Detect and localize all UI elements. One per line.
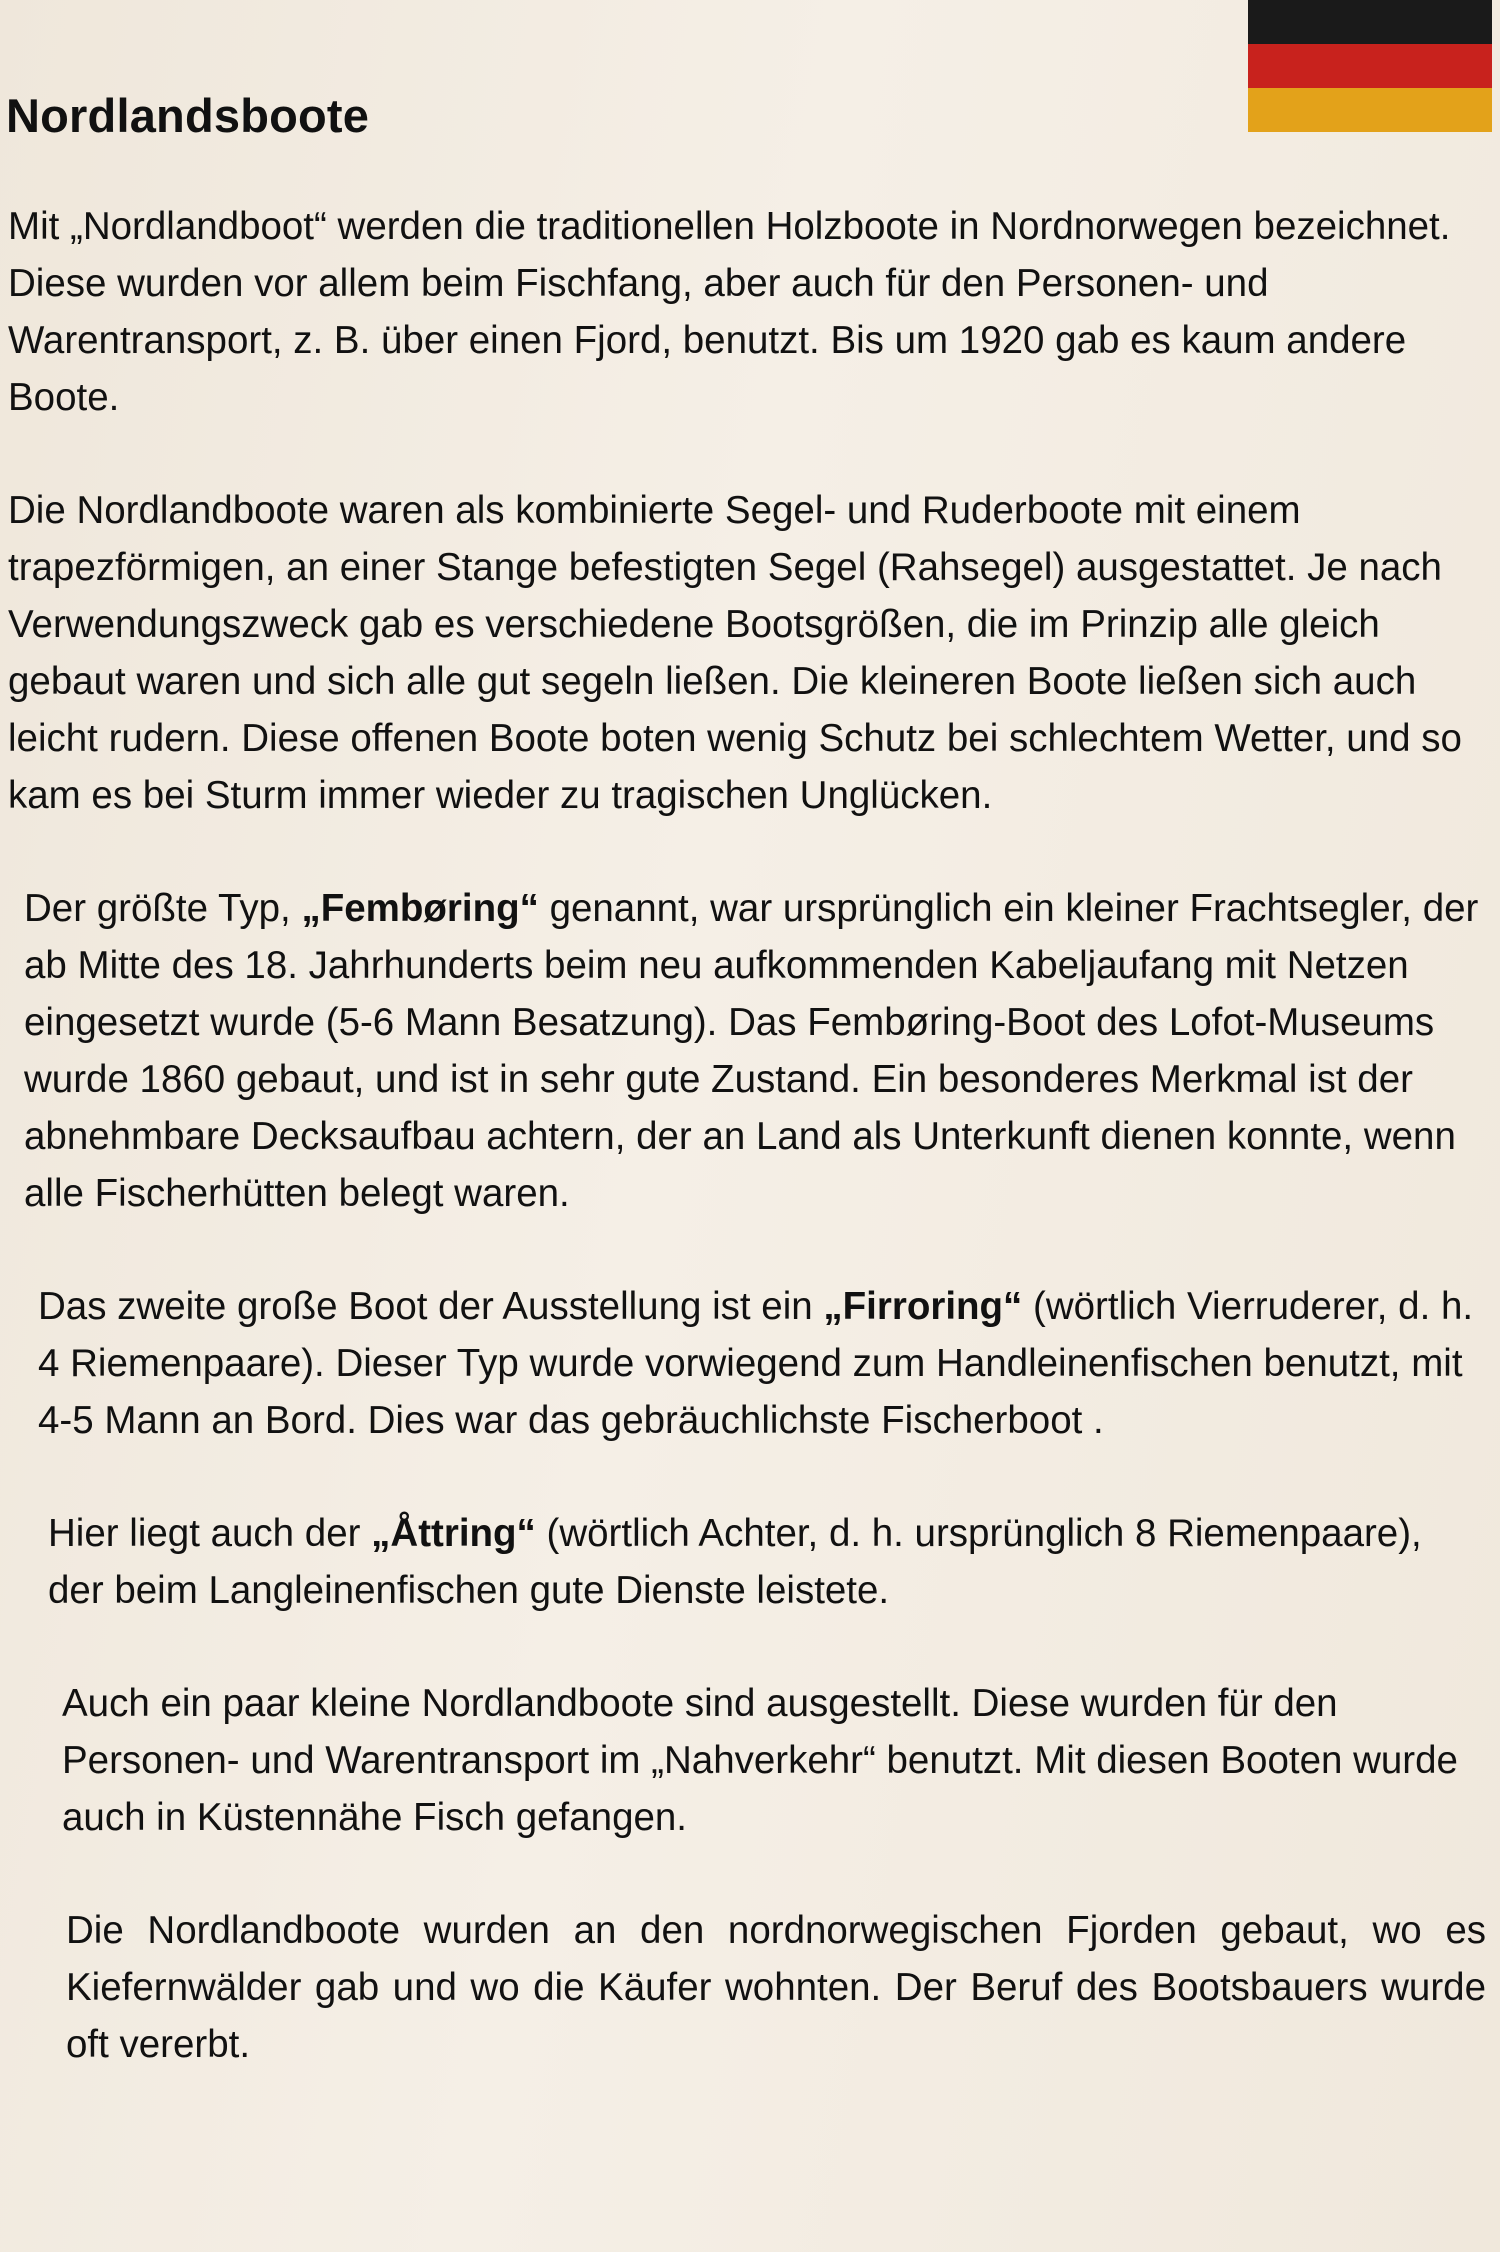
paragraph-text: (wörtlich Vierruderer, d. h. 4 Riemenpaare). Dieser Typ wurde vorwiegend zum Handleinenfischen benutzt, mit 4-5 Mann an Bord. Dies war das gebräuchlichste Fischerboot . xyxy=(38,1285,1474,1442)
paragraph-small-boats xyxy=(8,1675,1486,1846)
german-flag-icon xyxy=(1248,0,1492,132)
paragraph-construction xyxy=(8,482,1486,824)
paragraph-text: (wörtlich Achter, d. h. ursprünglich 8 Riemenpaare), der beim Langleinenfischen gute Dienste leistete. xyxy=(48,1512,1422,1612)
flag-stripe-black xyxy=(1248,0,1492,44)
boat-type-name: „Fembøring“ xyxy=(301,887,539,930)
paragraph-fembaring xyxy=(8,880,1486,1222)
paragraph-text: Hier liegt auch der xyxy=(48,1512,372,1555)
body-text xyxy=(8,198,1486,2073)
flag-stripe-red xyxy=(1248,44,1492,88)
paragraph-text: Die Nordlandboote wurden an den nordnorwegischen Fjorden gebaut, wo es Kiefernwälder gab und wo die Käufer wohnten. Der Beruf des Bootsbauers wurde oft vererbt. xyxy=(66,1909,1486,2066)
paragraph-firroring xyxy=(8,1278,1486,1449)
paragraph-attring xyxy=(8,1505,1486,1619)
boat-type-name: „Åttring“ xyxy=(371,1512,536,1555)
paragraph-intro xyxy=(8,198,1486,426)
paragraph-text: Der größte Typ, xyxy=(24,887,302,930)
paragraph-text: genannt, war ursprünglich ein kleiner Frachtsegler, der ab Mitte des 18. Jahrhunderts beim neu aufkommenden Kabeljaufang mit Netzen eingesetzt wurde (5-6 Mann Besatzung). Das Fembøring-Boot des Lofot-Museums wurde 1860 gebaut, und ist in sehr gute Zustand. Ein besonderes Merkmal ist der abnehmbare Decksaufbau achtern, der an Land als Unterkunft dienen konnte, wenn alle Fischerhütten belegt waren. xyxy=(24,887,1479,1215)
paragraph-text: Mit „Nordlandboot“ werden die traditionellen Holzboote in Nordnorwegen bezeichnet. Diese wurden vor allem beim Fischfang, aber auch für den Personen- und Warentransport, z. B. über einen Fjord, benutzt. Bis um 1920 gab es kaum andere Boote. xyxy=(8,205,1451,419)
paragraph-text: Auch ein paar kleine Nordlandboote sind ausgestellt. Diese wurden für den Personen- und Warentransport im „Nahverkehr“ benutzt. Mit diesen Booten wurde auch in Küstennähe Fisch gefangen. xyxy=(62,1682,1458,1839)
paragraph-text: Das zweite große Boot der Ausstellung ist ein xyxy=(38,1285,824,1328)
flag-stripe-gold xyxy=(1248,88,1492,132)
boat-type-name: „Firroring“ xyxy=(823,1285,1023,1328)
paragraph-text: Die Nordlandboote waren als kombinierte Segel- und Ruderboote mit einem trapezförmigen, an einer Stange befestigten Segel (Rahsegel) ausgestattet. Je nach Verwendungszweck gab es verschiedene Bootsgrößen, die im Prinzip alle gleich gebaut waren und sich alle gut segeln ließen. Die kleineren Boote ließen sich auch leicht rudern. Diese offenen Boote boten wenig Schutz bei schlechtem Wetter, und so kam es bei Sturm immer wieder zu tragischen Unglücken. xyxy=(8,489,1462,817)
paragraph-boatbuilding xyxy=(8,1902,1486,2073)
page-title: Nordlandsboote xyxy=(6,89,370,142)
